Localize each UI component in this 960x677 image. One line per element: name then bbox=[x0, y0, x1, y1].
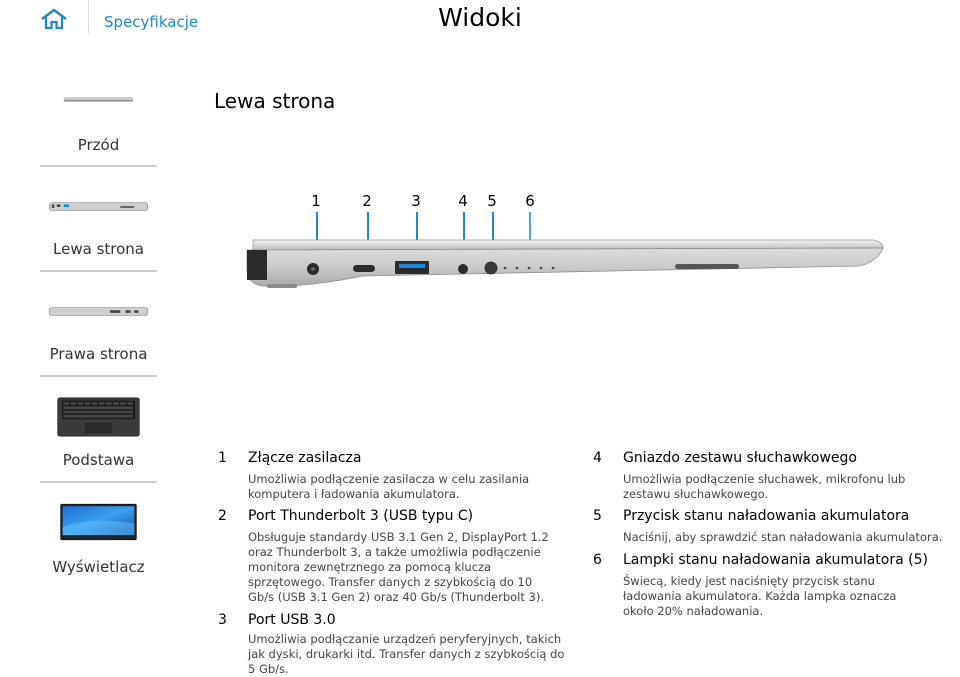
callout-number: 5 bbox=[487, 192, 497, 210]
sidebar-item-label: Podstawa bbox=[62, 451, 135, 469]
laptop-left-side-image bbox=[243, 232, 885, 298]
section-heading: Lewa strona bbox=[214, 89, 336, 113]
component-title: Port Thunderbolt 3 (USB typu C) bbox=[248, 508, 474, 524]
component-title: Gniazdo zestawu słuchawkowego bbox=[623, 450, 857, 466]
sidebar-item-label: Wyświetlacz bbox=[52, 558, 145, 576]
callout-number: 6 bbox=[525, 192, 535, 210]
component-title: Port USB 3.0 bbox=[248, 612, 336, 628]
laptop-right-thumbnail bbox=[40, 306, 157, 318]
component-description: Umożliwia podłączanie urządzeń peryferyjnych, takich jak dyski, drukarki itd. Transfer danych z szybkością do 5 Gb/s. bbox=[248, 632, 565, 676]
sidebar-item-base[interactable] bbox=[40, 377, 157, 483]
sidebar-item-right[interactable] bbox=[40, 272, 157, 377]
component-description: Naciśnij, aby sprawdzić stan naładowania akumulatora. bbox=[623, 530, 943, 544]
page-title: Widoki bbox=[438, 3, 522, 32]
sidebar-item-display[interactable] bbox=[40, 483, 157, 598]
component-number: 6 bbox=[593, 552, 602, 568]
sidebar-item-left[interactable] bbox=[40, 167, 157, 272]
component-description: Świecą, kiedy jest naciśnięty przycisk stanu ładowania akumulatora. Każda lampka oznacza około 20% naładowania. bbox=[623, 574, 897, 618]
sidebar-item-label: Przód bbox=[77, 136, 120, 154]
specifications-link[interactable]: Specyfikacje bbox=[104, 13, 199, 31]
component-number: 1 bbox=[218, 450, 227, 466]
sidebar-item-front[interactable] bbox=[40, 80, 157, 167]
callout-number: 2 bbox=[362, 192, 372, 210]
component-description: Umożliwia podłączenie zasilacza w celu zasilania komputera i ładowania akumulatora. bbox=[248, 472, 530, 501]
component-number: 3 bbox=[218, 612, 227, 628]
component-description: Umożliwia podłączenie słuchawek, mikrofonu lub zestawu słuchawkowego. bbox=[623, 472, 906, 501]
sidebar-item-label: Lewa strona bbox=[53, 240, 144, 258]
component-number: 5 bbox=[593, 508, 602, 524]
component-title: Złącze zasilacza bbox=[248, 450, 362, 466]
component-description: Obsługuje standardy USB 3.1 Gen 2, DisplayPort 1.2 oraz Thunderbolt 3, a także umożliwia podłączenie monitora zewnętrznego za pomocą klucza sprzętowego. Transfer danych z szybkością do 10 Gb/s (USB 3.1 Gen 2) oraz 40 Gb/s (Thunderbolt 3). bbox=[248, 530, 549, 604]
component-title: Przycisk stanu naładowania akumulatora bbox=[623, 508, 910, 524]
callout-number: 1 bbox=[311, 192, 321, 210]
laptop-left-thumbnail bbox=[40, 201, 157, 213]
laptop-front-thumbnail bbox=[40, 96, 157, 108]
header bbox=[0, 0, 960, 44]
laptop-display-thumbnail bbox=[60, 497, 137, 547]
component-number: 4 bbox=[593, 450, 602, 466]
laptop-base-thumbnail bbox=[57, 391, 140, 443]
callout-number: 4 bbox=[458, 192, 468, 210]
component-title: Lampki stanu naładowania akumulatora (5) bbox=[623, 552, 928, 568]
callout-number: 3 bbox=[411, 192, 421, 210]
sidebar-item-label: Prawa strona bbox=[49, 345, 148, 363]
component-number: 2 bbox=[218, 508, 227, 524]
